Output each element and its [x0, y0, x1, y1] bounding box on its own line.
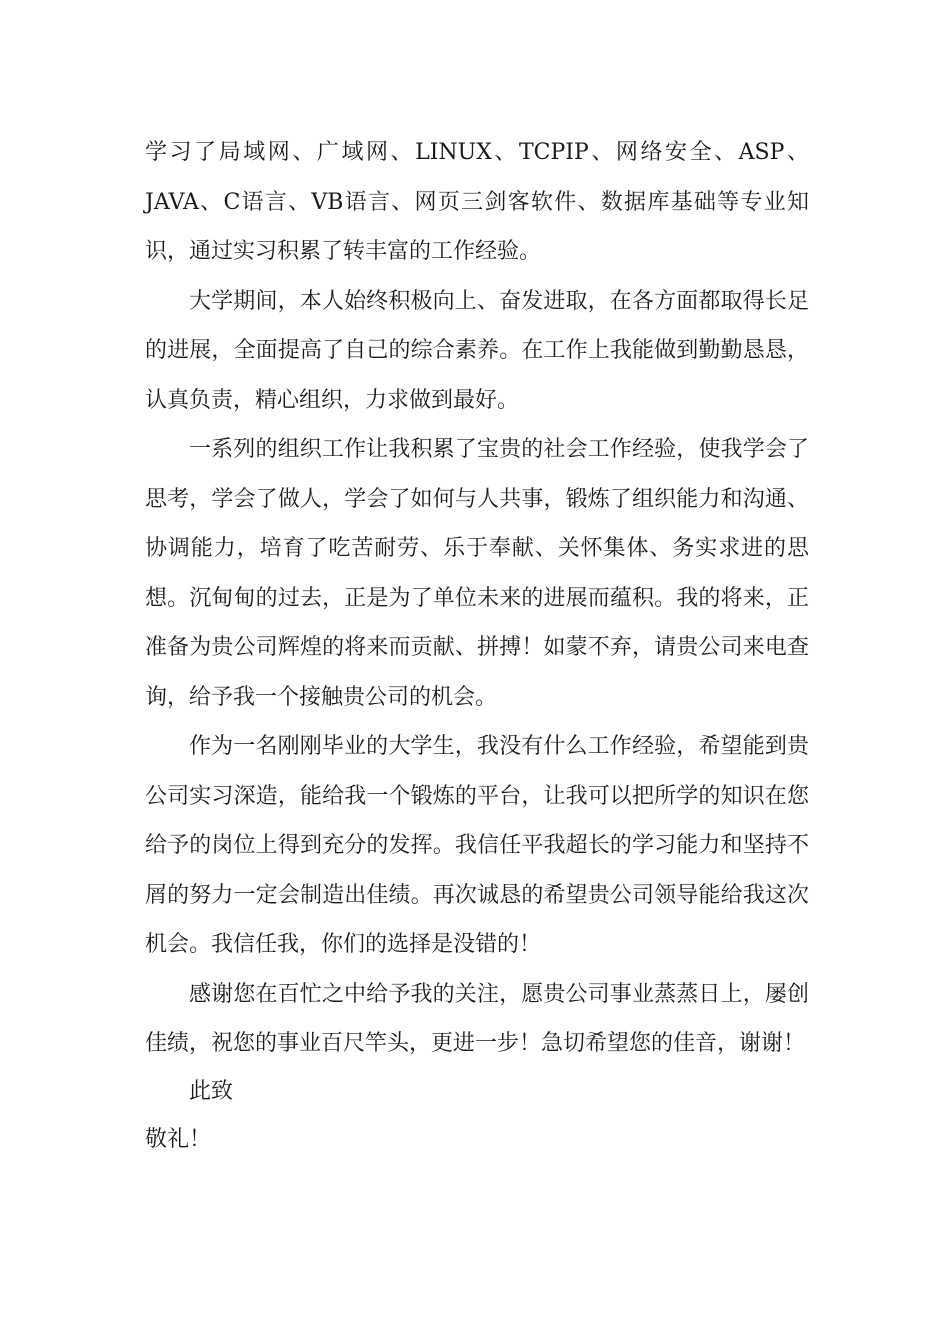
closing-phrase: 此致: [189, 1078, 234, 1104]
paragraph-university: 大学期间，本人始终积极向上、奋发进取，在各方面都取得长足的进展，全面提高了自己的综合素养。在工作上我能做到勤勤恳恳，认真负责，精心组织，力求做到最好。: [145, 288, 809, 413]
paragraph-thanks: 感谢您在百忙之中给予我的关注，愿贵公司事业蒸蒸日上，屡创佳绩，祝您的事业百尺竿头，更进一步！急切希望您的佳音，谢谢！: [145, 981, 809, 1056]
paragraph-skills: 学习了局域网、广域网、LINUX、TCPIP、网络安全、ASP、JAVA、C语言、VB语言、网页三剑客软件、数据库基础等专业知识，通过实习积累了转丰富的工作经验。: [145, 140, 809, 264]
letter-body: [145, 128, 809, 1165]
paragraph-experience: 一系列的组织工作让我积累了宝贵的社会工作经验，使我学会了思考，学会了做人，学会了如何与人共事，锻炼了组织能力和沟通、协调能力，培育了吃苦耐劳、乐于奉献、关怀集体、务实求进的思想。沉甸甸的过去，正是为了单位未来的进展而蕴积。我的将来，正准备为贵公司辉煌的将来而贡献、拼搏！如蒙不弃，请贵公司来电查询，给予我一个接触贵公司的机会。: [145, 437, 809, 710]
salutation-phrase: 敬礼！: [145, 1126, 212, 1152]
paragraph-request: 作为一名刚刚毕业的大学生，我没有什么工作经验，希望能到贵公司实习深造，能给我一个锻炼的平台，让我可以把所学的知识在您给予的岗位上得到充分的发挥。我信任平我超长的学习能力和坚持不屑的努力一定会制造出佳绩。再次诚恳的希望贵公司领导能给我这次机会。我信任我，你们的选择是没错的！: [145, 734, 809, 957]
